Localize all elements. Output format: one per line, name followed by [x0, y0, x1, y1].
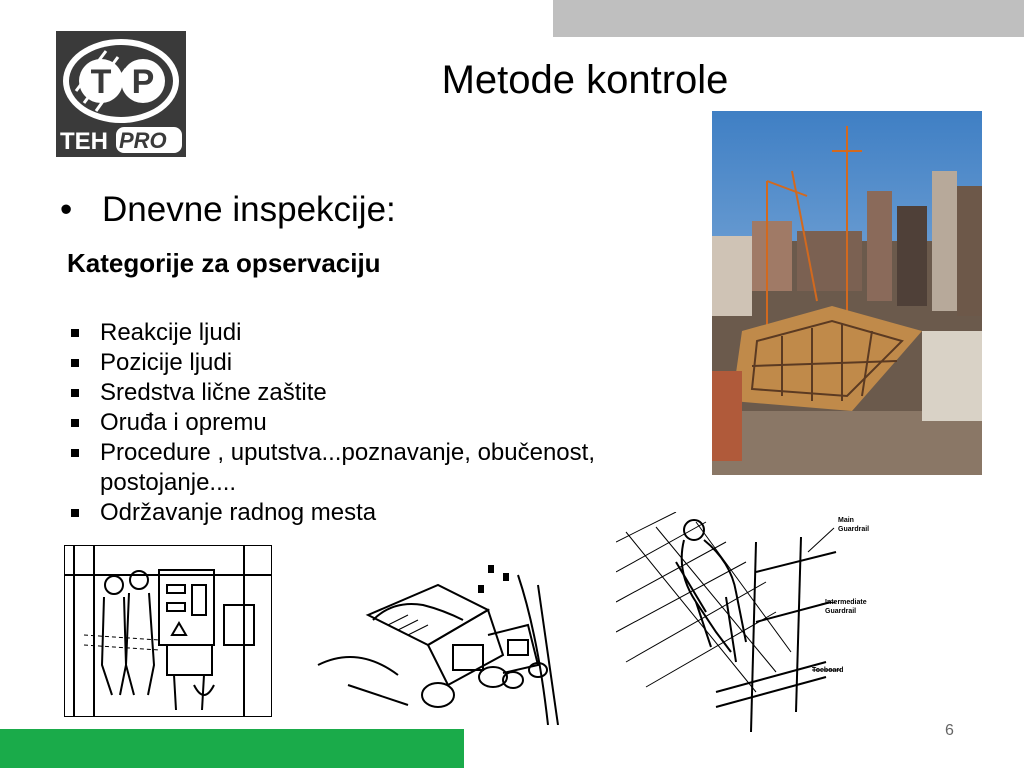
bullet-dot: • — [60, 190, 73, 229]
electrical-panel-sketch — [64, 545, 272, 717]
list-item — [67, 438, 700, 498]
main-bullet — [60, 190, 396, 230]
list-item-text: Sredstva lične zaštite — [100, 379, 327, 406]
subheading: Kategorije za opservaciju — [67, 248, 381, 278]
main-guardrail-label-2: Guardrail — [838, 526, 870, 533]
list-item — [67, 378, 707, 408]
dump-truck-sketch — [288, 545, 584, 725]
page-number: 6 — [945, 722, 954, 739]
list-item-text: Reakcije ljudi — [100, 319, 242, 346]
toeboard-label: Toeboard — [812, 667, 844, 674]
main-bullet-text: Dnevne inspekcije: — [102, 190, 396, 229]
logo-wordmark-teh: TEH — [60, 128, 108, 155]
bottom-green-bar — [0, 729, 464, 768]
logo-letter-t: T — [90, 63, 112, 101]
construction-site-photo — [712, 111, 982, 475]
list-item-text: Oruđa i opremu — [100, 409, 267, 436]
guardrail-diagram — [616, 512, 896, 752]
list-item — [67, 318, 707, 348]
list-item-text: Pozicije ljudi — [100, 349, 233, 376]
top-decor-bar — [553, 0, 1024, 37]
observation-list — [67, 318, 707, 528]
list-item-text: Održavanje radnog mesta — [100, 499, 377, 526]
logo-wordmark-pro: PRO — [119, 128, 167, 153]
slide-title: Metode kontrole — [441, 58, 729, 102]
square-bullet-icon — [71, 389, 79, 397]
square-bullet-icon — [71, 509, 79, 517]
main-guardrail-label: Main — [838, 517, 854, 524]
logo-letter-p: P — [131, 63, 155, 101]
list-item-text: Procedure , uputstva...poznavanje, obučenost, postojanje.... — [100, 439, 595, 496]
list-item — [67, 348, 707, 378]
square-bullet-icon — [71, 449, 79, 457]
intermediate-guardrail-label-2: Guardrail — [825, 608, 857, 615]
tehpro-logo — [56, 31, 186, 157]
square-bullet-icon — [71, 419, 79, 427]
list-item — [67, 408, 707, 438]
intermediate-guardrail-label: Intermediate — [825, 599, 867, 606]
square-bullet-icon — [71, 359, 79, 367]
square-bullet-icon — [71, 329, 79, 337]
list-item — [67, 498, 707, 528]
